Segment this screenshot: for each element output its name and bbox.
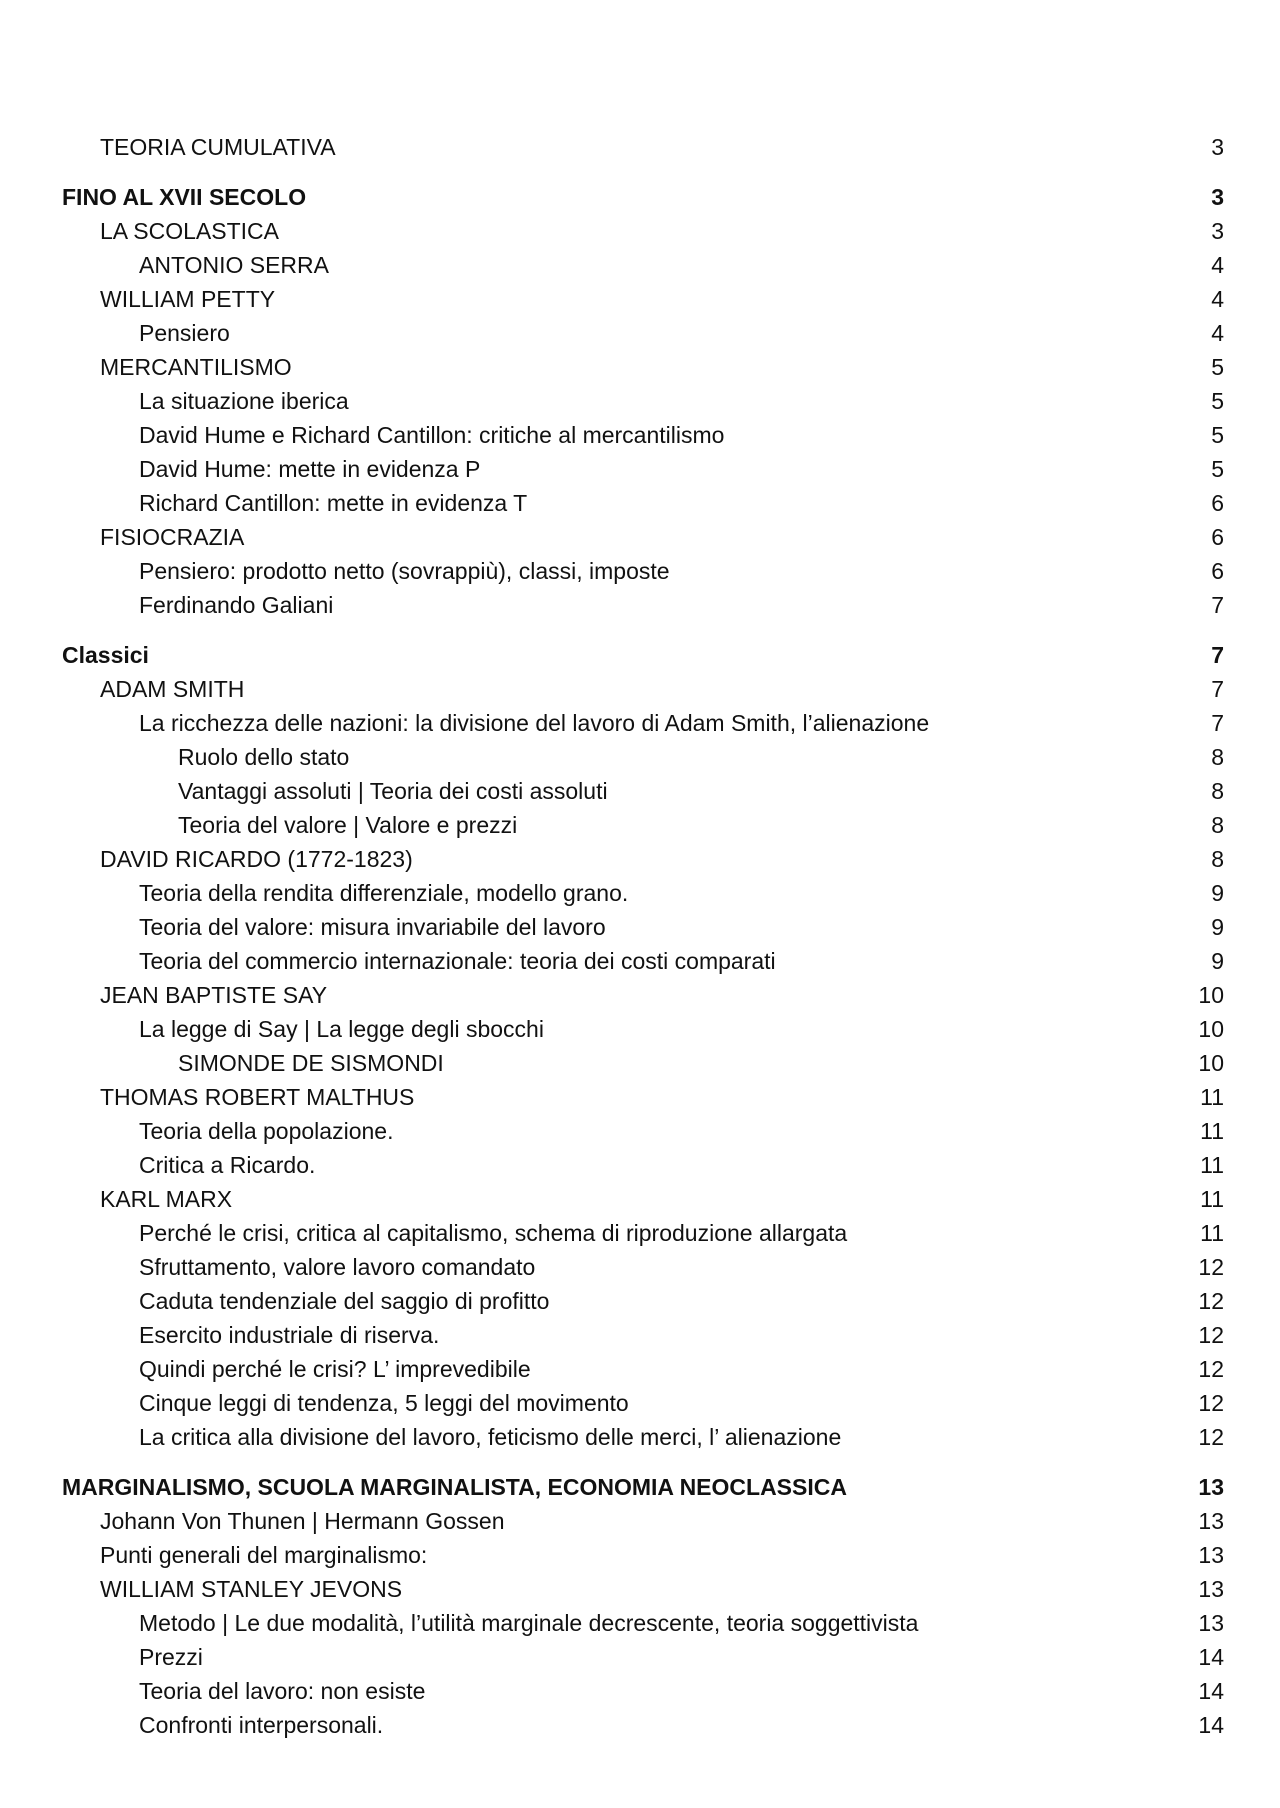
toc-entry-title: LA SCOLASTICA	[100, 218, 279, 244]
toc-entry-page-number: 8	[1211, 778, 1224, 804]
toc-entry[interactable]	[62, 1572, 1224, 1606]
toc-entry-page-number: 4	[1211, 252, 1224, 278]
toc-entry-title: Quindi perché le crisi? L’ imprevedibile	[139, 1356, 531, 1382]
toc-entry[interactable]	[62, 1114, 1224, 1148]
toc-entry-page-number: 14	[1198, 1644, 1224, 1670]
toc-entry[interactable]	[62, 282, 1224, 316]
toc-entry[interactable]	[62, 1606, 1224, 1640]
toc-entry-title: Ruolo dello stato	[178, 744, 350, 770]
toc-entry[interactable]	[62, 1182, 1224, 1216]
toc-entry-title: Perché le crisi, critica al capitalismo, schema di riproduzione allargata	[139, 1220, 848, 1246]
toc-entry[interactable]	[62, 706, 1224, 740]
toc-entry-page-number: 5	[1211, 354, 1224, 380]
toc-entry[interactable]	[62, 1284, 1224, 1318]
toc-entry-page-number: 9	[1211, 948, 1224, 974]
toc-entry[interactable]	[62, 1640, 1224, 1674]
toc-entry-page-number: 5	[1211, 388, 1224, 414]
toc-entry-title: Vantaggi assoluti | Teoria dei costi assoluti	[178, 778, 608, 804]
toc-entry-page-number: 3	[1211, 184, 1224, 210]
toc-entry-page-number: 10	[1198, 1016, 1224, 1042]
toc-entry-title: KARL MARX	[100, 1186, 233, 1212]
toc-entry[interactable]	[62, 1538, 1224, 1572]
toc-entry-title: ANTONIO SERRA	[139, 252, 329, 278]
toc-entry[interactable]	[62, 452, 1224, 486]
toc-entry-title: Confronti interpersonali.	[139, 1712, 384, 1738]
toc-entry[interactable]	[62, 520, 1224, 554]
toc-entry-title: Critica a Ricardo.	[139, 1152, 316, 1178]
toc-entry[interactable]	[62, 1386, 1224, 1420]
toc-entry[interactable]	[62, 316, 1224, 350]
toc-entry-page-number: 5	[1211, 456, 1224, 482]
toc-entry-title: Teoria della popolazione.	[139, 1118, 394, 1144]
toc-entry-title: Teoria del valore | Valore e prezzi	[178, 812, 518, 838]
toc-entry-title: Caduta tendenziale del saggio di profitto	[139, 1288, 550, 1314]
toc-entry[interactable]	[62, 1046, 1224, 1080]
toc-entry[interactable]	[62, 842, 1224, 876]
toc-entry-page-number: 10	[1198, 1050, 1224, 1076]
toc-entry-page-number: 13	[1198, 1610, 1224, 1636]
toc-entry-title: Sfruttamento, valore lavoro comandato	[139, 1254, 536, 1280]
toc-entry[interactable]	[62, 740, 1224, 774]
toc-entry[interactable]	[62, 1420, 1224, 1454]
toc-entry-title: JEAN BAPTISTE SAY	[100, 982, 328, 1008]
toc-entry-page-number: 12	[1198, 1288, 1224, 1314]
toc-entry-page-number: 6	[1211, 558, 1224, 584]
toc-entry-page-number: 11	[1200, 1152, 1224, 1178]
table-of-contents	[62, 130, 1224, 1742]
toc-entry[interactable]	[62, 486, 1224, 520]
toc-entry[interactable]	[62, 130, 1224, 164]
toc-entry-title: Teoria del commercio internazionale: teoria dei costi comparati	[139, 948, 776, 974]
toc-entry-page-number: 8	[1211, 812, 1224, 838]
toc-entry-title: THOMAS ROBERT MALTHUS	[100, 1084, 415, 1110]
toc-entry-title: DAVID RICARDO (1772-1823)	[100, 846, 413, 872]
toc-entry[interactable]	[62, 418, 1224, 452]
toc-entry-page-number: 14	[1198, 1712, 1224, 1738]
toc-entry-title: Classici	[62, 642, 149, 668]
toc-entry-page-number: 13	[1198, 1542, 1224, 1568]
toc-entry-title: Richard Cantillon: mette in evidenza T	[139, 490, 528, 516]
toc-entry-page-number: 11	[1200, 1220, 1224, 1246]
toc-entry-title: TEORIA CUMULATIVA	[100, 134, 336, 160]
toc-entry-title: ADAM SMITH	[100, 676, 245, 702]
toc-entry-title: MARGINALISMO, SCUOLA MARGINALISTA, ECONOMIA NEOCLASSICA	[62, 1474, 847, 1500]
toc-entry-title: MERCANTILISMO	[100, 354, 292, 380]
toc-entry-title: Metodo | Le due modalità, l’utilità marginale decrescente, teoria soggettivista	[139, 1610, 919, 1636]
toc-entry-page-number: 11	[1200, 1084, 1224, 1110]
toc-entry-title: Esercito industriale di riserva.	[139, 1322, 440, 1348]
toc-entry-page-number: 7	[1211, 642, 1224, 668]
toc-entry-page-number: 11	[1200, 1186, 1224, 1212]
toc-entry-page-number: 12	[1198, 1390, 1224, 1416]
toc-entry[interactable]	[62, 1012, 1224, 1046]
toc-entry-title: Ferdinando Galiani	[139, 592, 334, 618]
toc-entry-page-number: 7	[1211, 592, 1224, 618]
toc-entry[interactable]	[62, 384, 1224, 418]
toc-entry-title: Pensiero	[139, 320, 230, 346]
toc-entry[interactable]	[62, 1318, 1224, 1352]
toc-entry[interactable]	[62, 1216, 1224, 1250]
toc-entry-page-number: 3	[1211, 218, 1224, 244]
toc-entry-title: Punti generali del marginalismo:	[100, 1542, 428, 1568]
toc-entry[interactable]	[62, 1504, 1224, 1538]
toc-entry-title: La situazione iberica	[139, 388, 349, 414]
toc-entry-page-number: 8	[1211, 744, 1224, 770]
toc-entry-title: Teoria del lavoro: non esiste	[139, 1678, 426, 1704]
toc-entry-page-number: 9	[1211, 914, 1224, 940]
toc-entry[interactable]	[62, 1674, 1224, 1708]
toc-entry-title: Pensiero: prodotto netto (sovrappiù), classi, imposte	[139, 558, 670, 584]
toc-entry-page-number: 4	[1211, 320, 1224, 346]
toc-entry-title: La ricchezza delle nazioni: la divisione del lavoro di Adam Smith, l’alienazione	[139, 710, 930, 736]
toc-entry[interactable]	[62, 1080, 1224, 1114]
toc-entry[interactable]	[62, 1470, 1224, 1504]
toc-entry-title: David Hume: mette in evidenza P	[139, 456, 481, 482]
toc-entry-page-number: 3	[1211, 134, 1224, 160]
toc-entry[interactable]	[62, 1250, 1224, 1284]
toc-entry-title: Cinque leggi di tendenza, 5 leggi del movimento	[139, 1390, 629, 1416]
toc-entry-page-number: 6	[1211, 524, 1224, 550]
toc-entry[interactable]	[62, 1708, 1224, 1742]
toc-entry[interactable]	[62, 910, 1224, 944]
toc-entry-page-number: 12	[1198, 1424, 1224, 1450]
toc-entry[interactable]	[62, 1352, 1224, 1386]
toc-entry-page-number: 4	[1211, 286, 1224, 312]
toc-entry-title: David Hume e Richard Cantillon: critiche al mercantilismo	[139, 422, 725, 448]
toc-entry-page-number: 5	[1211, 422, 1224, 448]
toc-entry[interactable]	[62, 638, 1224, 672]
toc-entry[interactable]	[62, 774, 1224, 808]
toc-entry-title: Teoria del valore: misura invariabile del lavoro	[139, 914, 606, 940]
toc-entry[interactable]	[62, 876, 1224, 910]
toc-entry[interactable]	[62, 214, 1224, 248]
toc-entry-page-number: 11	[1200, 1118, 1224, 1144]
toc-entry-title: FISIOCRAZIA	[100, 524, 245, 550]
toc-entry-title: Teoria della rendita differenziale, modello grano.	[139, 880, 629, 906]
toc-entry[interactable]	[62, 672, 1224, 706]
toc-entry[interactable]	[62, 554, 1224, 588]
toc-entry-page-number: 12	[1198, 1356, 1224, 1382]
toc-entry-title: SIMONDE DE SISMONDI	[178, 1050, 444, 1076]
toc-entry-page-number: 13	[1198, 1474, 1224, 1500]
toc-entry-page-number: 8	[1211, 846, 1224, 872]
toc-entry-page-number: 7	[1211, 710, 1224, 736]
toc-entry-page-number: 7	[1211, 676, 1224, 702]
toc-entry[interactable]	[62, 978, 1224, 1012]
toc-entry-title: Prezzi	[139, 1644, 203, 1670]
toc-entry-title: WILLIAM PETTY	[100, 286, 276, 312]
toc-entry[interactable]	[62, 944, 1224, 978]
toc-entry[interactable]	[62, 1148, 1224, 1182]
toc-entry[interactable]	[62, 180, 1224, 214]
toc-entry-page-number: 13	[1198, 1576, 1224, 1602]
toc-entry-page-number: 13	[1198, 1508, 1224, 1534]
toc-entry-page-number: 10	[1198, 982, 1224, 1008]
toc-entry-title: Johann Von Thunen | Hermann Gossen	[100, 1508, 505, 1534]
toc-entry[interactable]	[62, 808, 1224, 842]
toc-entry-page-number: 6	[1211, 490, 1224, 516]
toc-entry-page-number: 9	[1211, 880, 1224, 906]
toc-entry[interactable]	[62, 588, 1224, 622]
toc-entry-title: WILLIAM STANLEY JEVONS	[100, 1576, 403, 1602]
toc-entry-page-number: 12	[1198, 1322, 1224, 1348]
toc-entry[interactable]	[62, 350, 1224, 384]
toc-entry-title: FINO AL XVII SECOLO	[62, 184, 307, 210]
toc-entry-title: La critica alla divisione del lavoro, feticismo delle merci, l’ alienazione	[139, 1424, 842, 1450]
toc-entry[interactable]	[62, 248, 1224, 282]
toc-entry-page-number: 12	[1198, 1254, 1224, 1280]
toc-entry-title: La legge di Say | La legge degli sbocchi	[139, 1016, 544, 1042]
toc-entry-page-number: 14	[1198, 1678, 1224, 1704]
